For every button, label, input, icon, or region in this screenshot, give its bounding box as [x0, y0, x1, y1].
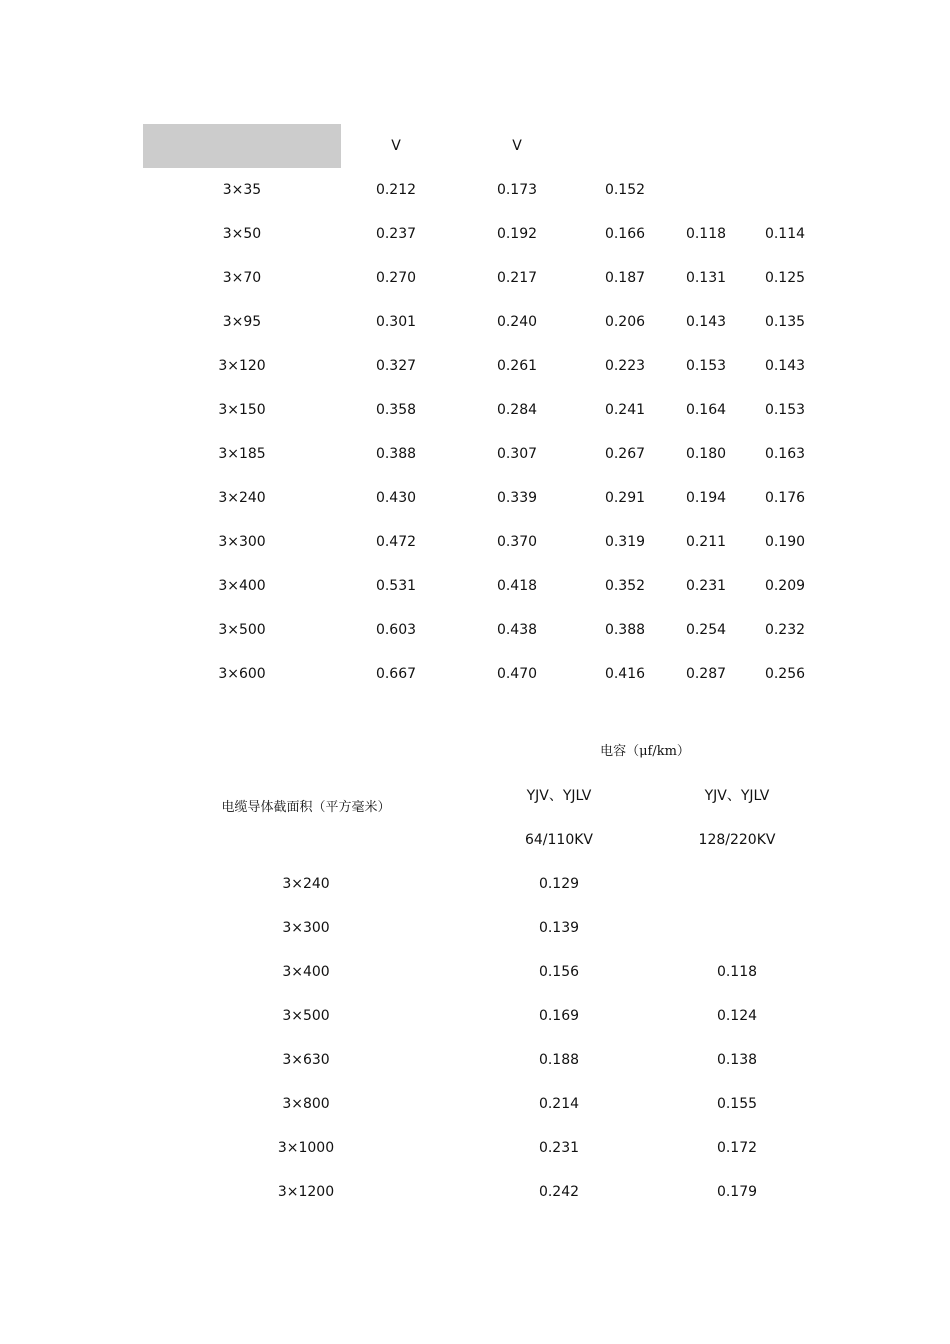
value-cell: 0.270 — [375, 270, 417, 286]
cross-section-cell: 3×50 — [222, 226, 262, 242]
value-cell: 0.267 — [604, 446, 646, 462]
value-cell: 0.438 — [496, 622, 538, 638]
value-cell: 0.352 — [604, 578, 646, 594]
value-cell: 0.667 — [375, 666, 417, 682]
cross-section-cell: 3×400 — [282, 964, 330, 980]
value-cell: 0.125 — [764, 270, 806, 286]
value-cell: 0.211 — [685, 534, 727, 550]
value-cell: 0.209 — [764, 578, 806, 594]
cross-section-cell: 3×300 — [218, 534, 266, 550]
capacitance-cell: 0.124 — [716, 1008, 758, 1024]
value-cell: 0.358 — [375, 402, 417, 418]
value-cell: 0.388 — [604, 622, 646, 638]
table-row — [145, 906, 825, 950]
value-cell: 0.531 — [375, 578, 417, 594]
cross-section-cell: 3×600 — [218, 666, 266, 682]
capacitance-cell: 0.129 — [538, 876, 580, 892]
value-cell: 0.143 — [685, 314, 727, 330]
cross-section-cell: 3×185 — [218, 446, 266, 462]
capacitance-label: 电容（μf/km） — [600, 744, 690, 759]
value-cell: 0.164 — [685, 402, 727, 418]
cross-section-cell: 3×35 — [222, 182, 262, 198]
table-row — [143, 256, 825, 300]
value-cell: 0.143 — [764, 358, 806, 374]
value-cell: 0.114 — [764, 226, 806, 242]
table-row — [145, 1170, 825, 1214]
capacitance-cell: 0.179 — [716, 1184, 758, 1200]
cross-section-cell: 3×630 — [282, 1052, 330, 1068]
value-cell: 0.194 — [685, 490, 727, 506]
value-cell: 0.118 — [685, 226, 727, 242]
value-cell: 0.232 — [764, 622, 806, 638]
cross-section-cell: 3×500 — [282, 1008, 330, 1024]
capacitance-cell: 0.231 — [538, 1140, 580, 1156]
value-cell: 0.241 — [604, 402, 646, 418]
area-label: 电缆导体截面积（平方毫米） — [221, 800, 391, 815]
table-row — [143, 652, 825, 696]
table-row — [145, 994, 825, 1038]
table-row — [143, 476, 825, 520]
value-cell: 0.256 — [764, 666, 806, 682]
capacitance-cell: 0.155 — [716, 1096, 758, 1112]
value-cell: 0.287 — [685, 666, 727, 682]
table-row — [143, 344, 825, 388]
table-row — [143, 520, 825, 564]
value-cell: 0.153 — [685, 358, 727, 374]
value-cell: 0.307 — [496, 446, 538, 462]
value-cell: 0.418 — [496, 578, 538, 594]
table-row — [143, 388, 825, 432]
table-row — [143, 564, 825, 608]
cross-section-cell: 3×800 — [282, 1096, 330, 1112]
table-row — [145, 950, 825, 994]
table-row — [145, 862, 825, 906]
table-header — [145, 730, 825, 862]
table-row — [145, 1082, 825, 1126]
value-cell: 0.206 — [604, 314, 646, 330]
value-cell: 0.327 — [375, 358, 417, 374]
header-cell: V — [391, 138, 401, 154]
cross-section-cell: 3×95 — [222, 314, 262, 330]
capacitance-cell: 0.139 — [538, 920, 580, 936]
value-cell: 0.388 — [375, 446, 417, 462]
table-row — [143, 212, 825, 256]
capacitance-cell: 0.169 — [538, 1008, 580, 1024]
cross-section-cell: 3×400 — [218, 578, 266, 594]
capacitance-table-upper — [143, 124, 825, 696]
value-cell: 0.319 — [604, 534, 646, 550]
value-cell: 0.187 — [604, 270, 646, 286]
value-cell: 0.190 — [764, 534, 806, 550]
header-cell: V — [512, 138, 522, 154]
cross-section-cell: 3×240 — [282, 876, 330, 892]
table-row — [145, 1126, 825, 1170]
value-cell: 0.153 — [764, 402, 806, 418]
col1-voltage: 64/110KV — [524, 832, 593, 848]
value-cell: 0.180 — [685, 446, 727, 462]
value-cell: 0.223 — [604, 358, 646, 374]
cross-section-cell: 3×1000 — [277, 1140, 335, 1156]
cross-section-cell: 3×150 — [218, 402, 266, 418]
value-cell: 0.240 — [496, 314, 538, 330]
table-row — [143, 300, 825, 344]
capacitance-cell: 0.172 — [716, 1140, 758, 1156]
capacitance-cell: 0.188 — [538, 1052, 580, 1068]
table-row — [143, 432, 825, 476]
value-cell: 0.339 — [496, 490, 538, 506]
cross-section-cell: 3×70 — [222, 270, 262, 286]
value-cell: 0.176 — [764, 490, 806, 506]
value-cell: 0.472 — [375, 534, 417, 550]
cross-section-cell: 3×120 — [218, 358, 266, 374]
value-cell: 0.166 — [604, 226, 646, 242]
value-cell: 0.152 — [604, 182, 646, 198]
cross-section-cell: 3×500 — [218, 622, 266, 638]
value-cell: 0.135 — [764, 314, 806, 330]
value-cell: 0.603 — [375, 622, 417, 638]
cross-section-cell: 3×1200 — [277, 1184, 335, 1200]
value-cell: 0.261 — [496, 358, 538, 374]
cross-section-cell: 3×240 — [218, 490, 266, 506]
capacitance-cell: 0.138 — [716, 1052, 758, 1068]
table-header-row — [143, 124, 825, 168]
value-cell: 0.470 — [496, 666, 538, 682]
table-row — [145, 1038, 825, 1082]
col1-type: YJV、YJLV — [526, 788, 592, 804]
value-cell: 0.370 — [496, 534, 538, 550]
value-cell: 0.237 — [375, 226, 417, 242]
value-cell: 0.173 — [496, 182, 538, 198]
capacitance-cell: 0.156 — [538, 964, 580, 980]
value-cell: 0.301 — [375, 314, 417, 330]
value-cell: 0.163 — [764, 446, 806, 462]
cross-section-cell: 3×300 — [282, 920, 330, 936]
col2-type: YJV、YJLV — [704, 788, 770, 804]
value-cell: 0.416 — [604, 666, 646, 682]
header-cell-shaded — [143, 124, 341, 168]
value-cell: 0.212 — [375, 182, 417, 198]
capacitance-table-lower — [145, 730, 825, 1214]
value-cell: 0.254 — [685, 622, 727, 638]
col2-voltage: 128/220KV — [698, 832, 776, 848]
value-cell: 0.430 — [375, 490, 417, 506]
value-cell: 0.217 — [496, 270, 538, 286]
value-cell: 0.192 — [496, 226, 538, 242]
value-cell: 0.291 — [604, 490, 646, 506]
capacitance-cell: 0.242 — [538, 1184, 580, 1200]
capacitance-cell: 0.214 — [538, 1096, 580, 1112]
value-cell: 0.131 — [685, 270, 727, 286]
value-cell: 0.284 — [496, 402, 538, 418]
table-row — [143, 168, 825, 212]
table-row — [143, 608, 825, 652]
value-cell: 0.231 — [685, 578, 727, 594]
capacitance-cell: 0.118 — [716, 964, 758, 980]
